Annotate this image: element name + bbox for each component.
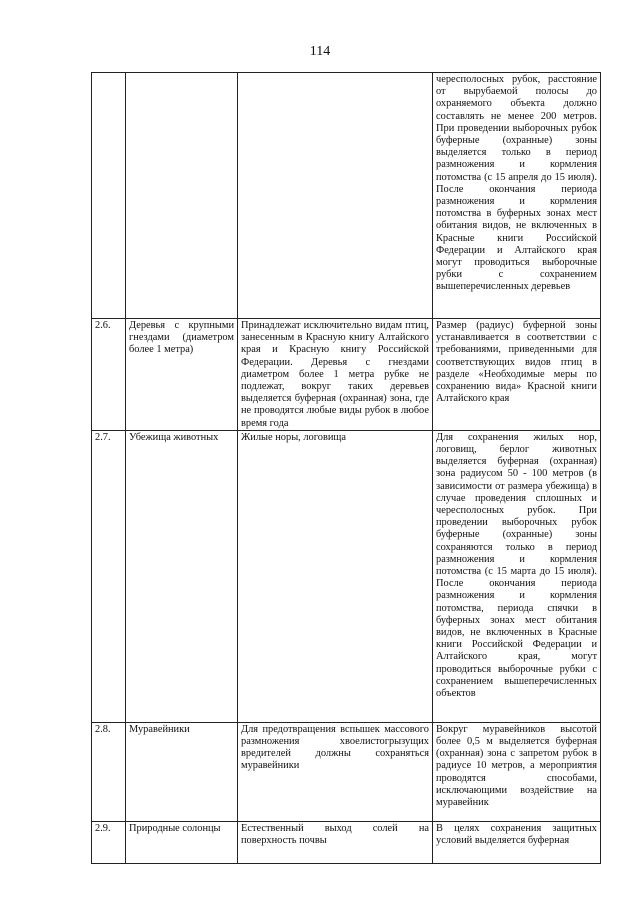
description-cell: Принадлежат исключительно видам птиц, занесенным в Красную книгу Алтайского края и Красную книгу Российской Федерации. Деревья с гнездами диаметром более 1 метра рубке не подлежат, вокруг таких деревьев выделяется буферная (охранная) зона, где не проводятся любые виды рубок в любое время года: [238, 319, 433, 431]
row-number: 2.9.: [92, 821, 126, 863]
row-number: 2.6.: [92, 319, 126, 431]
table-row: [92, 73, 601, 319]
measures-cell: Для сохранения жилых нор, логовищ, берлог животных выделяется буферная (охранная) зона радиусом 50 - 100 метров (в зависимости от размера убежища) в случае проведения сплошных и чересполосных рубок. При проведении выборочных рубок буферные (охранные) зоны сохраняются только в период размножения и кормления потомства (с 15 марта до 15 июля). После окончания периода размножения и кормления потомства, периода спячки в буферных зонах мест обитания видов, не включенных в Красные книги Российской Федерации и Алтайского края, могут проводиться выборочные рубки с сохранением вышеперечисленных объектов: [433, 430, 601, 722]
description-cell: Естественный выход солей на поверхность почвы: [238, 821, 433, 863]
row-number: 2.8.: [92, 722, 126, 821]
object-cell: Муравейники: [126, 722, 238, 821]
table-row: [92, 722, 601, 821]
description-cell: Для предотвращения вспышек массового размножения хвоелистогрызущих вредителей должны сохраняться муравейники: [238, 722, 433, 821]
object-cell: Природные солонцы: [126, 821, 238, 863]
protected-objects-table: [91, 72, 601, 864]
measures-cell: Вокруг муравейников высотой более 0,5 м выделяется буферная (охранная) зона с запретом рубок в радиусе 10 метров, а мероприятия проводятся способами, исключающими воздействие на муравейник: [433, 722, 601, 821]
row-number: [92, 73, 126, 319]
description-cell: [238, 73, 433, 319]
page-number: 114: [309, 44, 331, 59]
object-cell: Деревья с крупными гнездами (диаметром более 1 метра): [126, 319, 238, 431]
table-row: [92, 430, 601, 722]
table-row: [92, 821, 601, 863]
measures-cell: Размер (радиус) буферной зоны устанавливается в соответствии с требованиями, приведенными для соответствующих видов птиц в разделе «Необходимые меры по сохранению вида» Красной книги Алтайского края: [433, 319, 601, 431]
measures-cell: чересполосных рубок, расстояние от вырубаемой полосы до охраняемого объекта должно составлять не менее 200 метров. При проведении выборочных рубок буферные (охранные) зоны выделяется только в период размножения и кормления потомства (с 15 апреля до 15 июля). После окончания периода размножения и кормления потомства в буферных зонах мест обитания видов, не включенных в Красные книги Российской Федерации и Алтайского края могут проводиться выборочные рубки с сохранением вышеперечисленных деревьев: [433, 73, 601, 319]
row-number: 2.7.: [92, 430, 126, 722]
object-cell: [126, 73, 238, 319]
measures-cell: В целях сохранения защитных условий выделяется буферная: [433, 821, 601, 863]
object-cell: Убежища животных: [126, 430, 238, 722]
table-row: [92, 319, 601, 431]
description-cell: Жилые норы, логовища: [238, 430, 433, 722]
